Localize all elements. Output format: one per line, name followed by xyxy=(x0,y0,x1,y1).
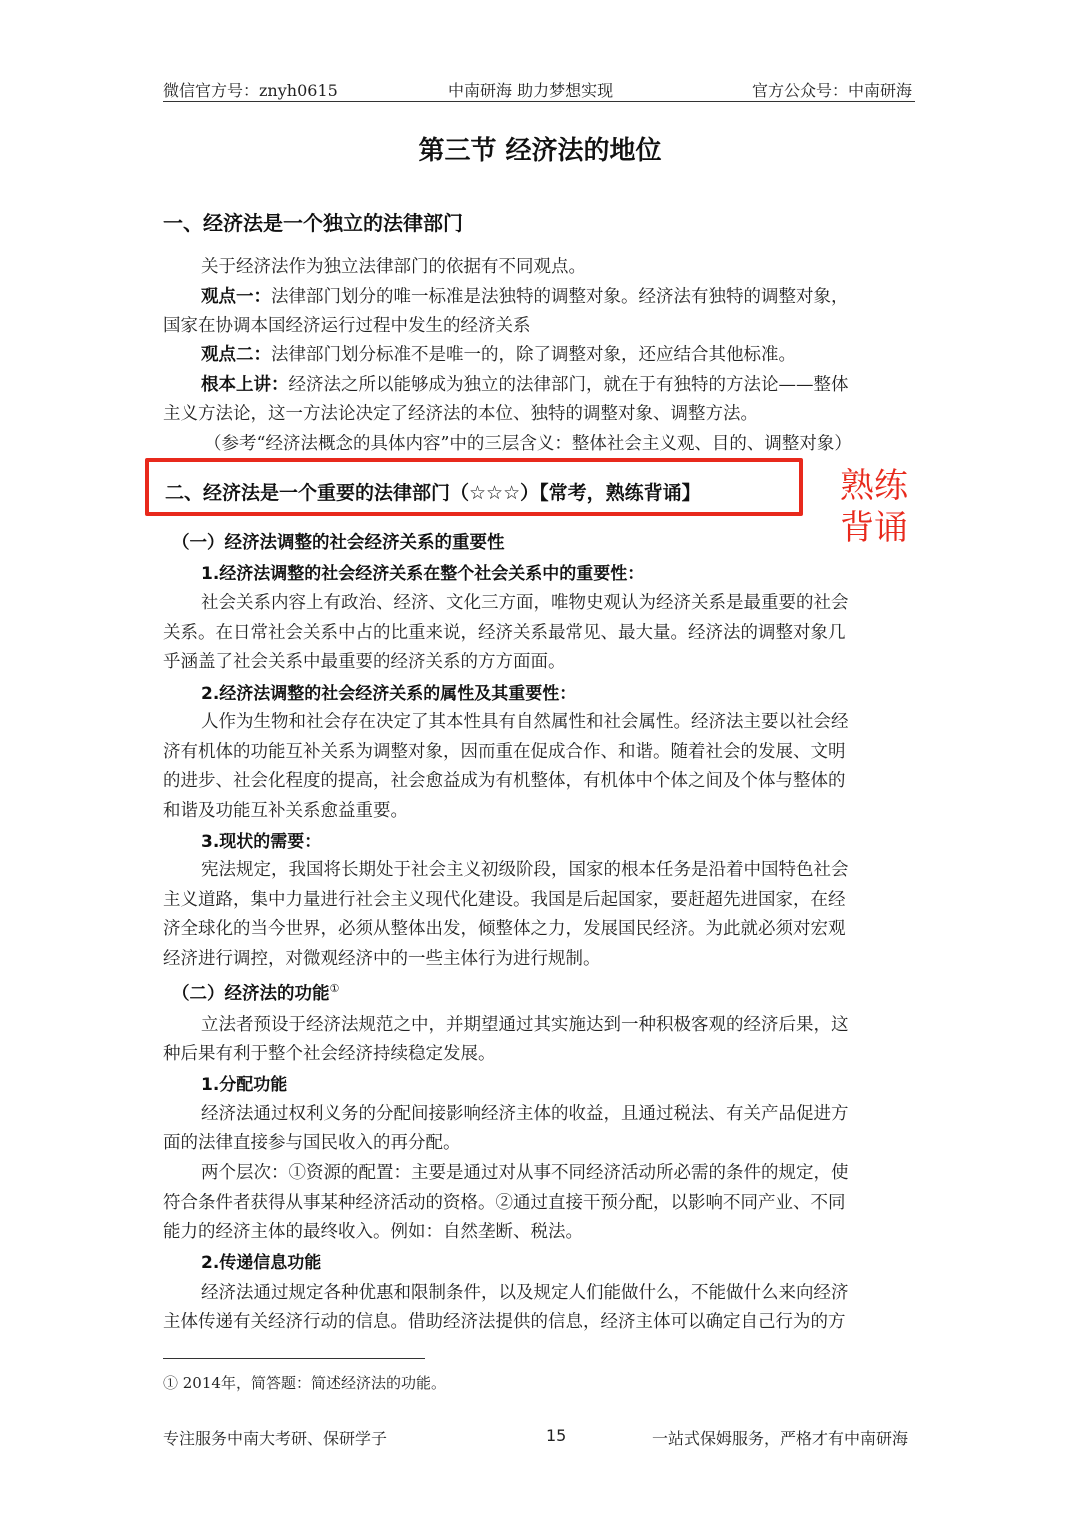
subsection2-text: （二）经济法的功能 xyxy=(172,984,330,1004)
point3-line: 济全球化的当今世界，必须从整体出发，倾整体之力，发展国民经济。为此就必须对宏观 xyxy=(163,919,846,939)
header-rule xyxy=(163,101,915,102)
view2-text: 法律部门划分标准不是唯一的，除了调整对象，还应结合其他标准。 xyxy=(271,345,796,365)
point3-line: 经济进行调控，对微观经济中的一些主体行为进行规制。 xyxy=(163,949,601,969)
footer-left: 专注服务中南大考研、保研学子 xyxy=(163,1429,388,1448)
view2-label: 观点二： xyxy=(201,345,271,365)
point2-line: 的进步、社会化程度的提高，社会愈益成为有机整体，有机体中个体之间及个体与整体的 xyxy=(163,771,846,791)
view2-line xyxy=(201,341,796,366)
reference-note: （参考“经济法概念的具体内容”中的三层含义：整体社会主义观、目的、调整对象） xyxy=(204,434,852,454)
footnote-ref[interactable]: ① xyxy=(329,982,340,996)
subsection1-heading: （一）经济法调整的社会经济关系的重要性 xyxy=(172,533,505,553)
root-label: 根本上讲： xyxy=(201,375,289,395)
point1-line: 关系。在日常社会关系中占的比重来说，经济关系最常见、最大量。经济法的调整对象几 xyxy=(163,623,846,643)
point1-line: 乎涵盖了社会关系中最重要的经济关系的方方面面。 xyxy=(163,652,566,672)
footer-right: 一站式保姆服务，严格才有中南研海 xyxy=(652,1429,909,1448)
root-text: 经济法之所以能够成为独立的法律部门，就在于有独特的方法论——整体 xyxy=(288,375,849,395)
page-title: 第三节 经济法的地位 xyxy=(418,136,662,166)
header-left: 微信官方号：znyh0615 xyxy=(163,81,338,100)
stamp-text-line2: 背诵 xyxy=(840,508,908,548)
function-intro-line: 立法者预设于经济法规范之中，并期望通过其实施达到一种积极客观的经济后果，这 xyxy=(201,1015,849,1035)
section2-heading: 二、经济法是一个重要的法律部门（☆☆☆）【常考，熟练背诵】 xyxy=(165,482,701,504)
header-center: 中南研海 助力梦想实现 xyxy=(448,81,614,100)
function1-levels-line: 符合条件者获得从事某种经济活动的资格。②通过直接干预分配，以影响不同产业、不同 xyxy=(163,1193,846,1213)
point1-line: 社会关系内容上有政治、经济、文化三方面，唯物史观认为经济关系是最重要的社会 xyxy=(201,593,849,613)
section1-heading: 一、经济法是一个独立的法律部门 xyxy=(163,211,463,235)
view1-line1 xyxy=(201,283,849,308)
function1-line: 面的法律直接参与国民收入的再分配。 xyxy=(163,1133,461,1153)
point2-title: 2.经济法调整的社会经济关系的属性及其重要性： xyxy=(201,684,577,704)
function2-title: 2.传递信息功能 xyxy=(201,1253,322,1273)
function1-levels-line: 两个层次：①资源的配置：主要是通过对从事不同经济活动所必需的条件的规定，使 xyxy=(201,1163,849,1183)
page-number: 15 xyxy=(546,1426,567,1445)
point2-line: 人作为生物和社会存在决定了其本性具有自然属性和社会属性。经济法主要以社会经 xyxy=(201,712,849,732)
function2-line: 主体传递有关经济行动的信息。借助经济法提供的信息，经济主体可以确定自己行为的方 xyxy=(163,1312,846,1332)
function2-line: 经济法通过规定各种优惠和限制条件，以及规定人们能做什么，不能做什么来向经济 xyxy=(201,1283,849,1303)
view1-line2: 国家在协调本国经济运行过程中发生的经济关系 xyxy=(163,316,531,336)
function1-levels-line: 能力的经济主体的最终收入。例如：自然垄断、税法。 xyxy=(163,1222,583,1242)
point2-line: 济有机体的功能互补关系为调整对象，因而重在促成合作、和谐。随着社会的发展、文明 xyxy=(163,742,846,762)
root-line1 xyxy=(201,371,849,396)
function1-line: 经济法通过权利义务的分配间接影响经济主体的收益，且通过税法、有关产品促进方 xyxy=(201,1104,849,1124)
point3-line: 宪法规定，我国将长期处于社会主义初级阶段，国家的根本任务是沿着中国特色社会 xyxy=(201,860,849,880)
function1-title: 1.分配功能 xyxy=(201,1075,288,1095)
view1-label: 观点一： xyxy=(201,287,271,307)
view1-text: 法律部门划分的唯一标准是法独特的调整对象。经济法有独特的调整对象， xyxy=(271,287,849,307)
root-line2: 主义方法论，这一方法论决定了经济法的本位、独特的调整对象、调整方法。 xyxy=(163,404,758,424)
function-intro-line: 种后果有利于整个社会经济持续稳定发展。 xyxy=(163,1044,496,1064)
point3-line: 主义道路，集中力量进行社会主义现代化建设。我国是后起国家，要赶超先进国家，在经 xyxy=(163,890,846,910)
footnote-rule xyxy=(163,1358,425,1359)
point3-title: 3.现状的需要： xyxy=(201,832,322,852)
subsection2-heading xyxy=(172,980,339,1005)
section1-intro: 关于经济法作为独立法律部门的依据有不同观点。 xyxy=(201,257,586,277)
stamp-text-line1: 熟练 xyxy=(840,466,908,506)
point2-line: 和谐及功能互补关系愈益重要。 xyxy=(163,801,408,821)
point1-title: 1.经济法调整的社会经济关系在整个社会关系中的重要性： xyxy=(201,564,645,584)
footnote: ① 2014年，简答题：简述经济法的功能。 xyxy=(163,1374,446,1392)
header-right: 官方公众号：中南研海 xyxy=(752,81,913,100)
